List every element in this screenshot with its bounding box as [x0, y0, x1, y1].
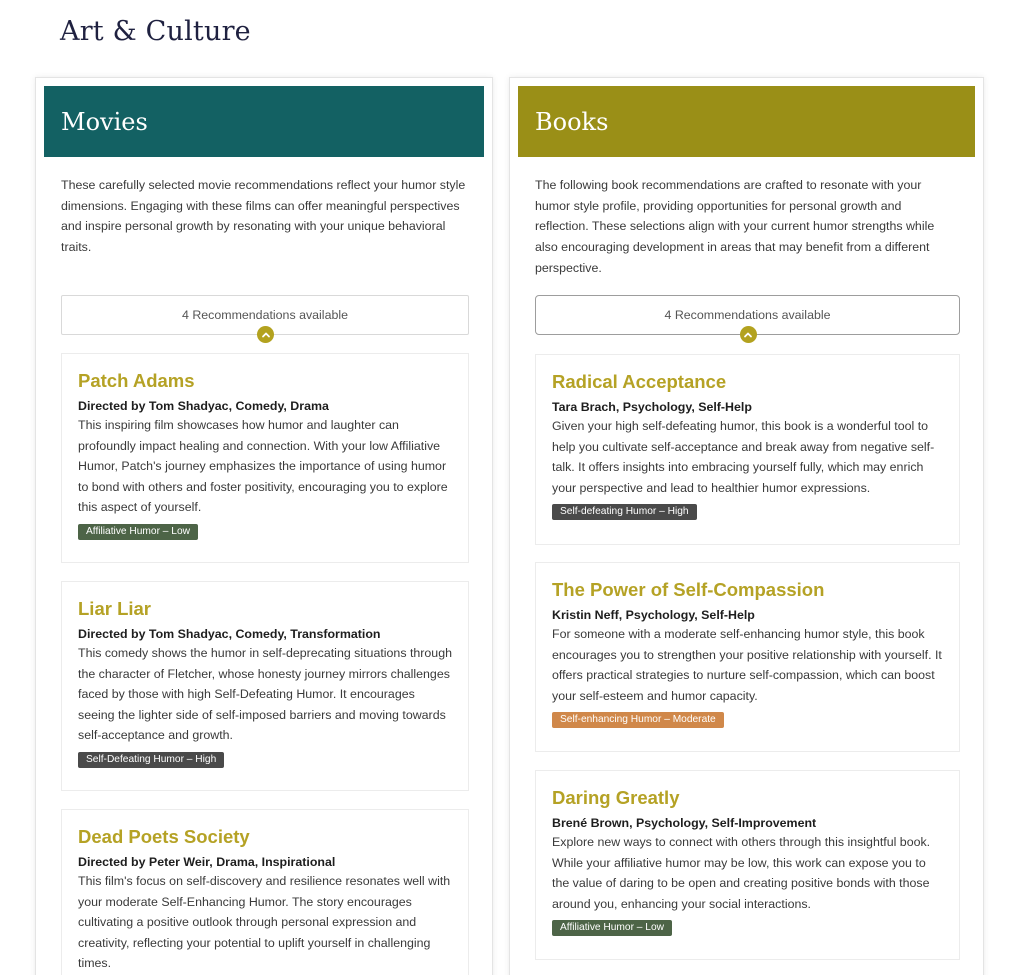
card-meta: Kristin Neff, Psychology, Self-Help [552, 608, 755, 622]
card-meta: Directed by Tom Shadyac, Comedy, Drama [78, 399, 329, 413]
chevron-up-circle-icon[interactable] [740, 326, 757, 343]
books-intro: The following book recommendations are crafted to resonate with your humor style profile, providing opportunities for personal growth and reflection. These selections align with your current humor strengths while also encouraging development in areas that may benefit from a different perspective. [535, 178, 935, 275]
movie-card-patch-adams [61, 353, 469, 563]
movie-card-liar-liar [61, 581, 469, 791]
books-title: Books [535, 107, 609, 136]
chevron-up-circle-icon[interactable] [257, 326, 274, 343]
book-card-daring-greatly [535, 770, 960, 960]
book-card-radical-acceptance [535, 354, 960, 545]
humor-badge: Affiliative Humor – Low [552, 920, 672, 936]
movies-intro: These carefully selected movie recommendations reflect your humor style dimensions. Engaging with these films can offer meaningful perspectives and inspire personal growth by resonating with your unique behavioral traits. [61, 178, 466, 255]
card-description: For someone with a moderate self-enhancing humor style, this book encourages you to strengthen your positive relationship with yourself. It offers practical strategies to nurture self-compassion, which can boost your self-esteem and humor capacity. [552, 627, 942, 703]
card-meta: Directed by Tom Shadyac, Comedy, Transformation [78, 627, 381, 641]
card-description: This inspiring film showcases how humor and laughter can profoundly impact healing and connection. With your low Affiliative Humor, Patch's journey emphasizes the importance of using humor to bond with others and foster positivity, encouraging you to explore this aspect of yourself. [78, 418, 448, 515]
movie-card-dead-poets-society [61, 809, 469, 975]
card-title: Dead Poets Society [78, 826, 250, 847]
card-meta: Brené Brown, Psychology, Self-Improvement [552, 816, 817, 830]
card-meta: Directed by Peter Weir, Drama, Inspirational [78, 855, 336, 869]
card-description: Explore new ways to connect with others through this insightful book. While your affiliative humor may be low, this work can expose you to the value of daring to be open and creating positive bonds with those around you, enhancing your social interactions. [552, 835, 931, 911]
card-title: Radical Acceptance [552, 371, 727, 392]
page-title: Art & Culture [60, 16, 251, 47]
humor-badge: Self-Defeating Humor – High [78, 752, 224, 768]
books-recommendations-toggle[interactable] [535, 295, 960, 335]
books-header [518, 86, 975, 157]
humor-badge: Self-defeating Humor – High [552, 504, 697, 520]
humor-badge: Affiliative Humor – Low [78, 524, 198, 540]
card-title: Patch Adams [78, 370, 195, 391]
movies-panel [35, 77, 493, 975]
card-title: Liar Liar [78, 598, 151, 619]
card-title: Daring Greatly [552, 787, 680, 808]
card-description: This film's focus on self-discovery and resilience resonates well with your moderate Self-Enhancing Humor. The story encourages cultivating a positive outlook through personal expression and creativity, reflecting your potential to uplift yourself in challenging times. [78, 874, 451, 971]
movies-recommendations-label: 4 Recommendations available [182, 308, 348, 322]
card-title: The Power of Self-Compassion [552, 579, 825, 600]
humor-badge: Self-enhancing Humor – Moderate [552, 712, 724, 728]
book-card-power-of-self-compassion [535, 562, 960, 752]
books-panel [509, 77, 984, 975]
card-description: This comedy shows the humor in self-deprecating situations through the character of Fletcher, whose honesty journey mirrors challenges faced by those with high Self-Defeating Humor. It encourages seeing the lighter side of self-imposed barriers and moving towards self-acceptance and growth. [78, 646, 452, 743]
movies-title: Movies [61, 107, 148, 136]
card-meta: Tara Brach, Psychology, Self-Help [552, 400, 752, 414]
books-recommendations-label: 4 Recommendations available [664, 308, 831, 322]
movies-recommendations-toggle[interactable] [61, 295, 469, 335]
card-description: Given your high self-defeating humor, this book is a wonderful tool to help you cultivate self-acceptance and break away from negative self-talk. It offers insights into embracing yourself fully, which may enrich your perspective and lead to healthier humor expressions. [552, 419, 935, 495]
movies-header [44, 86, 484, 157]
